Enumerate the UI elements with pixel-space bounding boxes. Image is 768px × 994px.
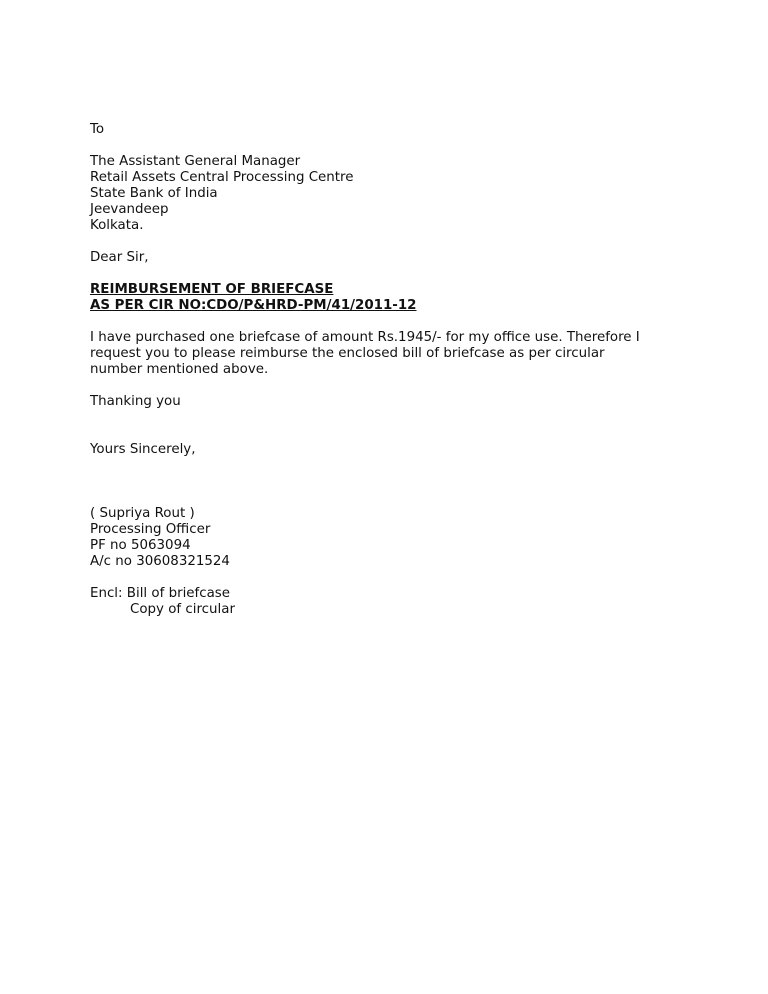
- signatory-account-number: A/c no 30608321524: [90, 554, 230, 569]
- recipient-address: [90, 154, 690, 234]
- subject-line-2: AS PER CIR NO:CDO/P&HRD-PM/41/2011-12: [90, 298, 417, 313]
- spacer: [90, 378, 690, 394]
- subject-line-1: REIMBURSEMENT OF BRIEFCASE: [90, 282, 334, 297]
- signatory-pf-number: PF no 5063094: [90, 538, 191, 553]
- recipient-department: Retail Assets Central Processing Centre: [90, 170, 354, 185]
- greeting: Dear Sir,: [90, 250, 149, 265]
- body-paragraph: [90, 330, 690, 378]
- spacer: [90, 458, 690, 506]
- spacer: [90, 234, 690, 250]
- recipient-city: Kolkata.: [90, 218, 144, 233]
- thanks-line: Thanking you: [90, 394, 181, 409]
- closing-line: Yours Sincerely,: [90, 442, 196, 457]
- signatory-name: ( Supriya Rout ): [90, 506, 195, 521]
- spacer: [90, 570, 690, 586]
- body-line-2: request you to please reimburse the enclosed bill of briefcase as per circular: [90, 346, 605, 361]
- spacer: [90, 138, 690, 154]
- body-line-3: number mentioned above.: [90, 362, 269, 377]
- subject-block: [90, 282, 690, 314]
- letter-body: [90, 122, 690, 618]
- recipient-bank: State Bank of India: [90, 186, 218, 201]
- recipient-title: The Assistant General Manager: [90, 154, 301, 169]
- recipient-building: Jeevandeep: [90, 202, 169, 217]
- spacer: [90, 410, 690, 442]
- signatory-designation: Processing Officer: [90, 522, 211, 537]
- enclosure-line-1: Encl: Bill of briefcase: [90, 586, 231, 601]
- to-label: To: [90, 122, 105, 137]
- enclosures-block: [90, 586, 690, 618]
- enclosure-line-2: Copy of circular: [130, 602, 235, 617]
- signature-block: [90, 506, 690, 570]
- body-line-1: I have purchased one briefcase of amount Rs.1945/- for my office use. Therefore I: [90, 330, 640, 345]
- spacer: [90, 314, 690, 330]
- spacer: [90, 266, 690, 282]
